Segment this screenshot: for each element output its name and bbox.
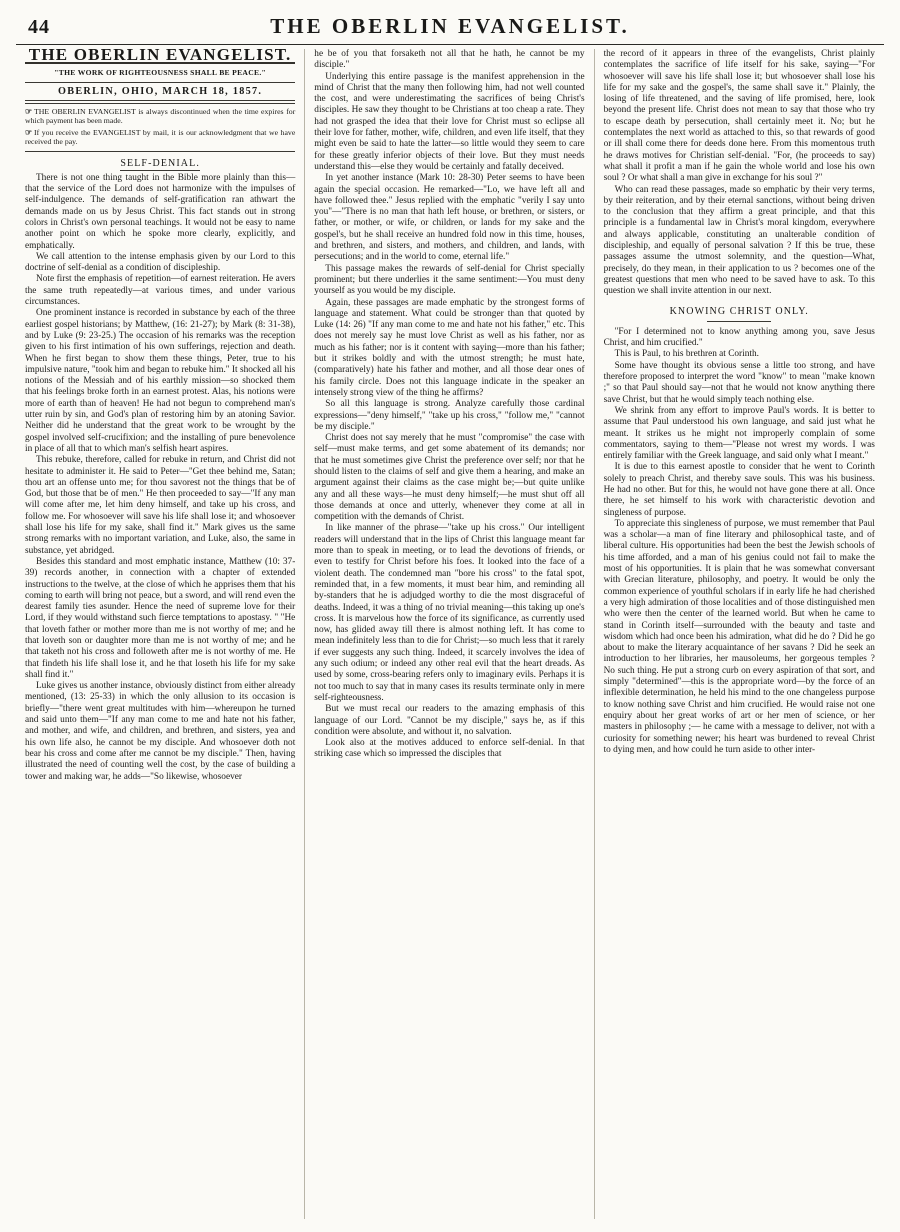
page-number: 44 [28, 16, 50, 38]
notice-text-1: THE OBERLIN EVANGELIST is always discontinued when the time expires for which payment has been made. [25, 106, 296, 126]
divider-rule [25, 151, 295, 152]
subscription-notices [25, 107, 295, 147]
column-3 [595, 49, 884, 1219]
divider-rule [25, 82, 295, 83]
notice-text-2: If you receive the EVANGELIST by mail, it is our acknowledgment that we have received the pay. [25, 127, 296, 147]
paragraph: So all this language is strong. Analyze carefully those cardinal expressions—"deny himself," "take up his cross," "follow me," "cannot be my disciple." [314, 399, 585, 432]
paragraph: This passage makes the rewards of self-denial for Christ specially prominent; but there underlies it the same sentiment:—You must deny yourself as you would be my disciple. [314, 263, 585, 297]
paper-motto: "THE WORK OF RIGHTEOUSNESS SHALL BE PEACE." [54, 68, 267, 78]
paragraph: We shrink from any effort to improve Paul's words. It is better to assume that Paul understood his own language, and said just what he meant. It strikes us he might not improperly complain of some commentators, saying to them—"Please not wrest my words. I was entirely familiar with the Greek language, and said only what I meant." [603, 405, 875, 462]
pointing-hand-icon: ☞ [25, 127, 32, 137]
notice-line-2 [25, 128, 295, 147]
masthead [16, 14, 884, 45]
article-columns [16, 49, 884, 1219]
paragraph: Christ does not say merely that he must "compromise" the case with self—must make terms, and get some abatement of its demands; nor that he must sometimes give Christ the preference over self; nor that he should listen to the claims of self and give them a hearing, and make an argument against their claims as the case might be;—but quite unlike any and all these ways—he must deny himself;—he must shut off all those demands at once and utterly, whenever they come at all in competition with the demands of Christ. [314, 433, 585, 523]
paragraph: We call attention to the intense emphasis given by our Lord to this doctrine of self-denial as a condition of discipleship. [25, 251, 296, 274]
paragraph: Luke gives us another instance, obviously distinct from either already mentioned, (13: 25-33) in which the only allusion to its occasion is briefly—"there went great multitudes with him—whereupon he turned and said unto them—"If any man come to me and hate not his father, and mother, and wife, and children, and brethren, and sisters, yea and his own life also, he cannot be my disciple. And whosoever doth not bear his cross and come after me cannot be my disciple." Then, having illustrated the need of counting well the cost, by the case of building a tower and making war, he adds—"So likewise, whosoever [25, 681, 296, 782]
paragraph: Besides this standard and most emphatic instance, Matthew (10: 37-39) records another, in connection with a chapter of extended instructions to the twelve, at the close of which he apprises them that his coming to earth will bring not peace, but a sword, and will rend even the dearest family ties asunder. Hence the need of supreme love for their Lord, if they would withstand such fierce temptations to apostasy. " "He that loveth father or mother more than me is not worthy of me; and he that loveth son or daughter more than me is not worthy of me; and he that taketh not his cross and followeth after me is not worthy of me. He that findeth his life shall lose it, and he that loseth his life for my sake shall find it." [25, 556, 296, 680]
paper-name: THE OBERLIN EVANGELIST. [25, 49, 295, 64]
column-2 [305, 49, 594, 1219]
paragraph: Who can read these passages, made so emphatic by their very terms, by their reiteration, and by their eternal sanctions, without being driven to the conclusion that they affirm a great principle, and that this principle is a fundamental law in Christ's moral kingdom, everywhere and always applicable, constituting an unalterable condition of discipleship, and equally of personal salvation ? If this be true, these passages assume the utmost solemnity, and the question—What, precisely, do they mean, in their application to us ? becomes one of the greatest questions that men who need to be saved have to ask. To this question we shall invite attention in our next. [603, 184, 875, 297]
paragraph: This rebuke, therefore, called for rebuke in return, and Christ did not hesitate to administer it. He said to Peter—"Get thee behind me, Satan; thou art an offense unto me; for thou savorest not the things that be of God, but those that be of men." He then proceeded to say—"If any man will come after me, let him deny himself, and take up his cross, and follow me. For whosoever will save his life shall lose it; and whosoever shall lose his life for my sake, shall find it." Mark gives us the same strong remarks with no important variation, and Luke, also, the same in substance, yet abridged. [25, 455, 296, 556]
paragraph: In yet another instance (Mark 10: 28-30) Peter seems to have been again the special occasion. He remarked—"Lo, we have left all and have followed thee." Jesus replied with the emphatic "verily I say unto you"—"There is no man that hath left house, or brethren, or sisters, or father, or mother, or wife, or children, or lands for my sake and the gospel's, but he shall receive an hundred fold now in this time, houses, and brethren, and sisters, and mothers, and children, and lands, with persecutions; and in the world to come, eternal life." [314, 173, 585, 263]
paragraph: But we must recal our readers to the amazing emphasis of this language of our Lord. "Cannot be my disciple," says he, as if this condition were absolute, and without it, no salvation. [314, 704, 585, 737]
paragraph: the record of it appears in three of the evangelists, Christ plainly contemplates the sacrifice of life itself for his sake, saying—"For whosoever will save his life shall lose it; but whosoever shall lose his life for my sake and the gospel's, the same shall save it." Plainly, the losing of life threatened, and the saving of life promised, here, look beyond the present life. Christ does not mean to say that those who try to escape death by persecution, shall certainly meet it. No; but he contemplates the next world as attached to this, so that rewards of good or ill shall come there for deeds done here. From this momentous truth he draws motives for Christian self-denial. "For, (he proceeds to say) what shall it profit a man if he gain the whole world and lose his own soul ? Or what shall a man give in exchange for his soul ?" [603, 49, 875, 184]
paragraph: he be of you that forsaketh not all that he hath, he cannot be my disciple." [314, 49, 585, 71]
paragraph: Note first the emphasis of repetition—of earnest reiteration. He avers the same truth repeatedly—at various times, and under various circumstances. [25, 274, 296, 308]
paragraph: Look also at the motives adduced to enforce self-denial. In that striking case which so impressed the disciples that [314, 738, 585, 760]
paragraph: To appreciate this singleness of purpose, we must remember that Paul was a scholar—a man of fine literary and philosophical taste, and of liberal culture. His opportunities had been the best the Jewish schools of his time afforded, and a man of his genius could not fail to make the most of his opportunities. It is plain that he was somewhat conversant with Grecian literature, philosophy, and poetry. It would be only the common experience of youthful scholars if in early life he had cherished a very high admiration of those localities and of those distinguished men who were then the center of the learned world. But when he came to stand in Corinth itself—surrounded with the beauty and taste and wisdom which had once been his admiration, what did he do ? Did he go about to make the literary acquaintance of her savans ? Did he seek an introduction to her libraries, her mausoleums, her gorgeous temples ? No such thing. He put a strong curb on every aspiration of that sort, and simply "determined"—this is the appropriate word—by the force of an inflexible determination, he held his mind to the one changeless purpose to know nothing save Christ and him crucified. He would raise not one enquiry about her great works of art or her men of science, or her masters in philosophy ;— he came with a message to deliver, not with a curiosity for something newer; his heart was burdened to reveal Christ to dying men, and how could he turn aside to other inter- [603, 518, 875, 755]
column-1 [16, 49, 305, 1219]
nameplate [25, 49, 295, 104]
paragraph: There is not one thing taught in the Bible more plainly than this—that the service of the Lord does not harmonize with the impulses of self-indulgence. The demands of self-gratification ran athwart the demands made on us by Jesus Christ. This fact stands out in strong colors in Christ's own personal teachings. It would not be easy to name another point on which he spoke more clearly, explicitly, and emphatically. [25, 172, 296, 251]
article-heading-text: SELF-DENIAL. [120, 157, 200, 169]
masthead-title: THE OBERLIN EVANGELIST. [270, 14, 630, 38]
article-heading-text: KNOWING CHRIST ONLY. [669, 305, 809, 317]
notice-line-1 [25, 107, 295, 126]
paragraph: In like manner of the phrase—"take up his cross." Our intelligent readers will understand that in the lips of Christ this language meant far more than to speak in meeting, or to lead the devotions of friends, or even to testify for Christ before his foes. It looked into the face of a violent death. The condemned man "bore his cross" to the fatal spot, reminded that, in a few moments, it must bear him, and reminding all by-standers that he is adjudged worthy to die the most disgraceful of deaths. Indeed, it was a thing of no trivial meaning—this taking up one's cross. It is marvelous how the force of its significance, as currently used now, has glided away till there is almost nothing left. It has come to mean indefinitely less than to die for Christ;—so much less that it rarely if ever suggests any such thing. Indeed, it scarcely involves the idea of any such odium; or indeed any other real evil that the heart dreads. As used by some, cross-bearing refers only to imaginary evils. Perhaps it is not too much to say that in many cases its results terminate only in mere self-righteousness. [314, 523, 585, 703]
paragraph: This is Paul, to his brethren at Corinth. [614, 349, 759, 360]
paragraph: Underlying this entire passage is the manifest apprehension in the mind of Christ that the many then following him, had not well counted the cost, and were underestimating the sacrifices of being Christ's disciples. He saw they thought to be Christians at too cheap a rate. They had not grasped the idea that their love for Christ must so eclipse all their love for father, mother, wife, children, and even life itself, that they might even be said to hate the latter—so little would they seem to care for these greatly inferior objects of their love. But they must needs understand this—else they would be certainly and fatally deceived. [314, 71, 585, 172]
paragraph: "For I determined not to know anything among you, save Jesus Christ, and him crucified." [603, 326, 875, 349]
paragraph: Some have thought its obvious sense a little too strong, and have therefore proposed to interpret the word "know" to mean "make known ;" so that Paul should say—not that he would not know anything there save Christ, but that he would simply teach nothing else. [603, 360, 875, 405]
paragraph: Again, these passages are made emphatic by the strongest forms of language and statement. What could be stronger than that quoted by Luke (14: 26) "If any man come to me and hate not his father," etc. This does not merely say he must love Christ as well as his father, nor as much as his father; nor is it content with saying—more than his father; but it strikes boldly and with the utmost strength; he must hate, (comparatively) hate his father and mother, and all those dear ones of his family circle. Does not this language indicate in the speaker an intensely strong view of the thing he affirms? [314, 297, 585, 398]
article-heading-knowing-christ-only [604, 306, 875, 322]
paragraph: One prominent instance is recorded in substance by each of the three earliest gospel historians; by Matthew, (16: 21-27); by Mark (8: 31-38), and by Luke (9: 23-25.) The occasion of his remarks was the reception given to his first intimation of his own sufferings, rejection and death. When he first began to show them these things, Peter, true to his impulsive nature, "took him and began to rebuke him." It shocked all his notions of the Messiah and of his earthly mission—so shocked them that his feelings broke forth in an earnest protest. Alas, his notions were more of earth than of heaven! He had not begun to comprehend man's utter ruin by sin, and God's plan of restoring him by an atoning Savior. Neither did he understand that the great work to be wrought by the gospel involved self-crucifixion; and the installing of pure benevolence in place of all that to which man's selfish heart aspires. [25, 308, 296, 454]
heading-rule [707, 321, 771, 322]
article-heading-self-denial [25, 158, 295, 169]
pointing-hand-icon: ☞ [25, 106, 32, 116]
paragraph: It is due to this earnest apostle to consider that he went to Corinth solely to preach Christ, and thereby save souls. This was his business. He had no other. But for this, he would not have gone there at all. Once there, he set himself to his work with characteristic devotion and singleness of purpose. [603, 462, 875, 518]
divider-rule-double [25, 100, 295, 104]
place-and-date: OBERLIN, OHIO, MARCH 18, 1857. [58, 85, 263, 97]
